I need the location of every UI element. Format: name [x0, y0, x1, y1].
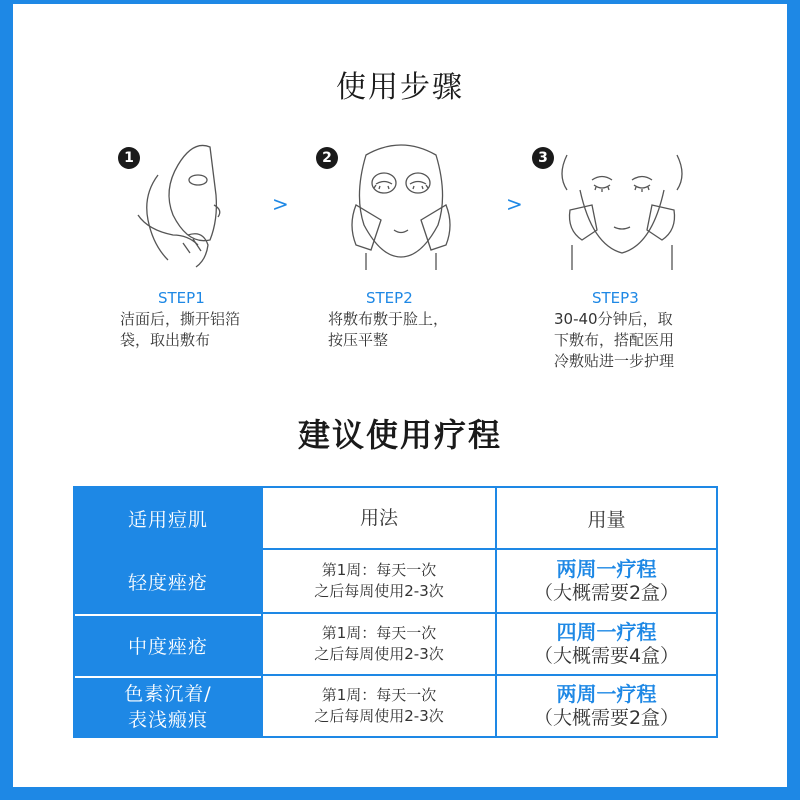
course-title: 建议使用疗程	[297, 416, 502, 454]
skin-type-cell: 轻度痤疮	[75, 550, 261, 612]
usage-line-2: 之后每周使用2-3次	[314, 707, 444, 725]
skin-type-line-1: 色素沉着/	[124, 683, 212, 705]
step-desc-3: 30-40分钟后，取 下敷布，搭配医用 冷敷贴进一步护理	[554, 310, 675, 370]
header-skin-type: 适用痘肌	[75, 488, 261, 548]
box-count: （大概需要4盒）	[533, 645, 680, 667]
usage-line-1: 第1周：每天一次	[321, 624, 437, 642]
amount-cell	[495, 614, 716, 674]
mask-apply-icon	[326, 135, 476, 270]
face-care-icon	[552, 135, 702, 270]
table-row	[75, 550, 716, 614]
step-number-2: 2	[316, 147, 338, 169]
course-table	[73, 486, 718, 738]
chevron-right-icon: >	[272, 192, 289, 216]
skin-type-cell: 中度痤疮	[75, 614, 261, 674]
usage-line-2: 之后每周使用2-3次	[314, 645, 444, 663]
header-amount: 用量	[495, 488, 716, 548]
skin-type-line-2: 表浅瘢痕	[127, 709, 208, 731]
step-label-3: STEP3	[592, 289, 639, 307]
amount-cell	[495, 550, 716, 612]
step-number-1: 1	[118, 147, 140, 169]
box-count: （大概需要2盒）	[533, 582, 680, 604]
table-header-row	[75, 488, 716, 550]
box-count: （大概需要2盒）	[533, 707, 680, 729]
course-length: 四周一疗程	[556, 620, 657, 644]
steps-title: 使用步骤	[336, 70, 464, 105]
table-row	[75, 614, 716, 676]
usage-cell	[261, 614, 495, 674]
course-length: 两周一疗程	[556, 682, 657, 706]
skin-type-cell	[75, 676, 261, 736]
table-row	[75, 676, 716, 736]
step-label-1: STEP1	[158, 289, 205, 307]
usage-line-1: 第1周：每天一次	[321, 686, 437, 704]
chevron-right-icon: >	[506, 192, 523, 216]
step-number-3: 3	[532, 147, 554, 169]
step-desc-2: 将敷布敷于脸上， 按压平整	[328, 310, 449, 349]
mask-peel-icon	[118, 135, 268, 270]
usage-cell	[261, 676, 495, 736]
course-length: 两周一疗程	[556, 557, 657, 581]
header-usage: 用法	[261, 488, 495, 548]
step-label-2: STEP2	[366, 289, 413, 307]
usage-cell	[261, 550, 495, 612]
usage-line-2: 之后每周使用2-3次	[314, 582, 444, 600]
usage-line-1: 第1周：每天一次	[321, 561, 437, 579]
step-desc-1: 洁面后，撕开铝箔 袋，取出敷布	[120, 310, 241, 349]
amount-cell	[495, 676, 716, 736]
